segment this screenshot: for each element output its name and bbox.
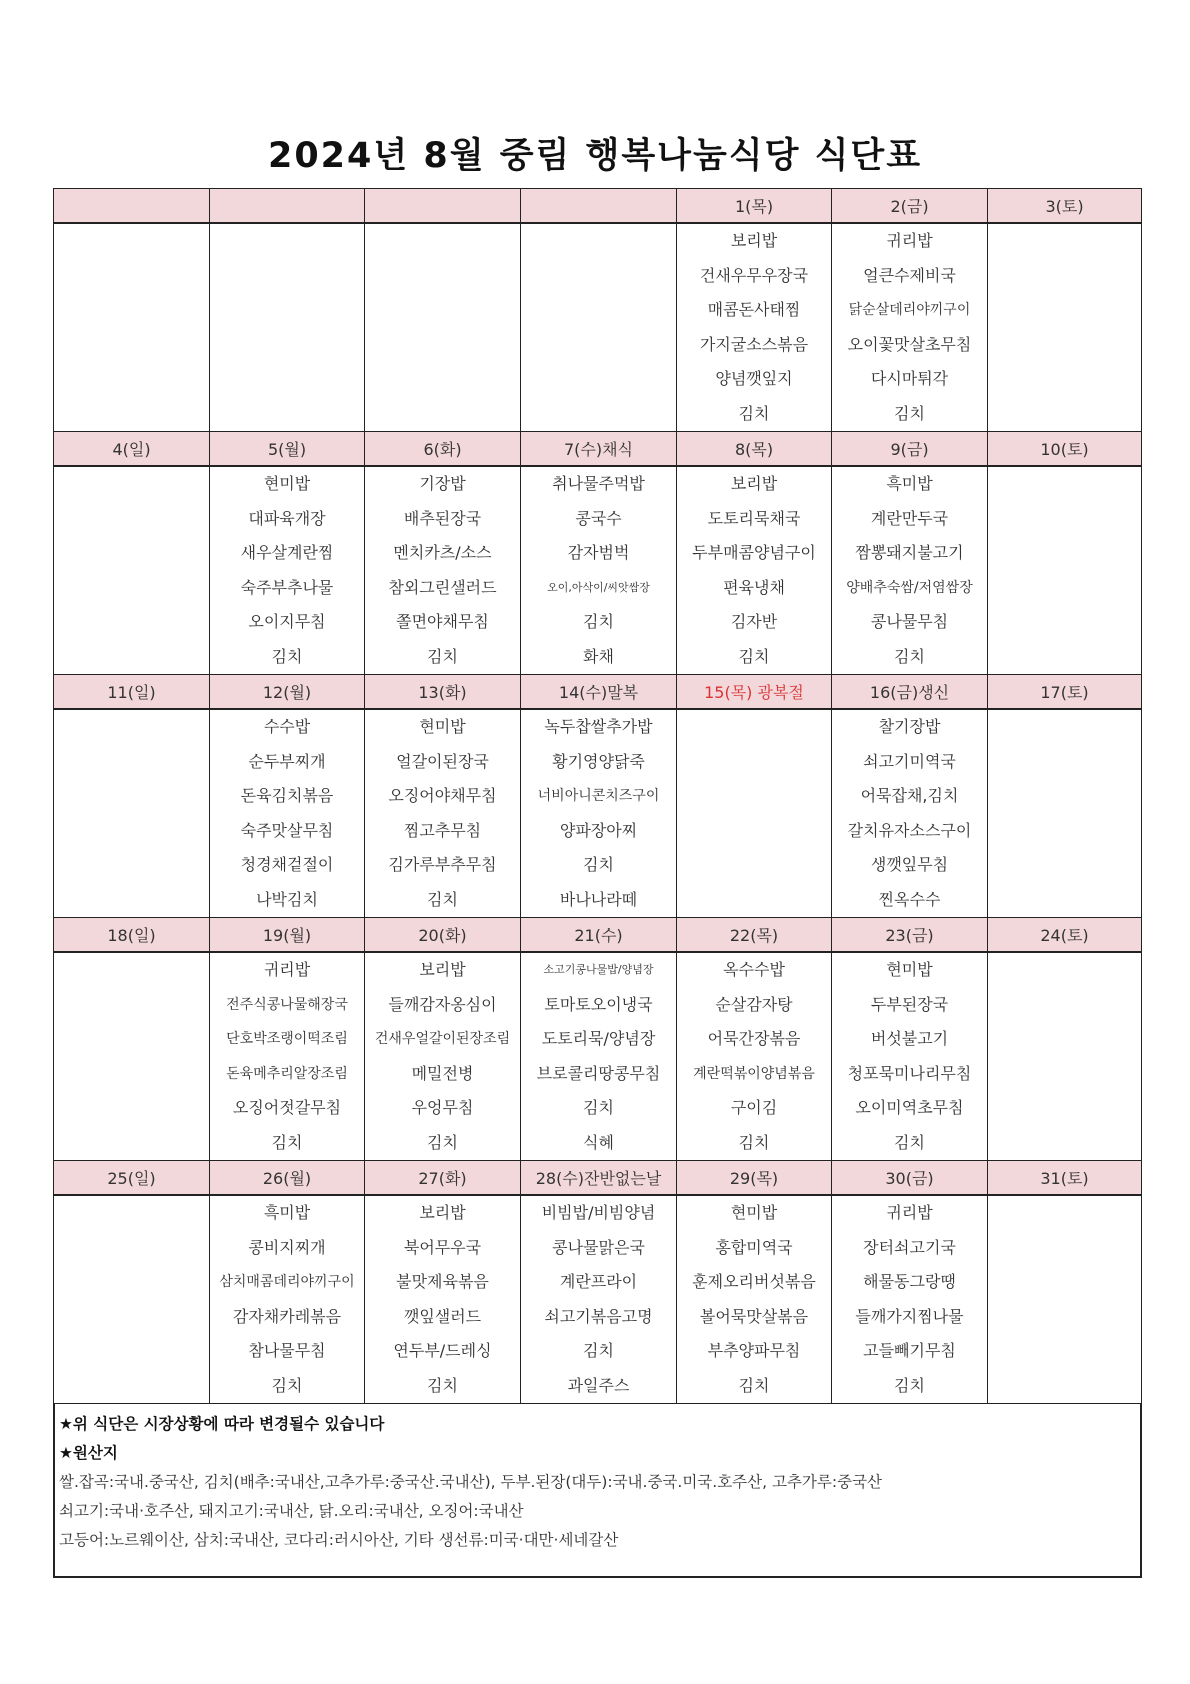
- week-menu-row: [54, 223, 1142, 432]
- day-header: 22(목): [677, 918, 832, 953]
- day-menu-cell: [832, 709, 988, 918]
- day-menu-cell: [54, 466, 210, 675]
- menu-dish: 도토리묵채국: [707, 508, 801, 528]
- menu-dish: 김치: [738, 646, 770, 666]
- menu-dish: 김치: [894, 1375, 925, 1395]
- menu-dish: 어묵간장볶음: [707, 1029, 801, 1048]
- menu-dish: 장터쇠고기국: [863, 1237, 956, 1257]
- menu-dish: 두부매콤양념구이: [692, 543, 816, 562]
- week-header-row: [54, 918, 1142, 953]
- menu-dish: 홍합미역국: [715, 1237, 793, 1257]
- menu-dish: 현미밥: [263, 474, 311, 493]
- menu-dish: 소고기콩나물밥/양념장: [543, 963, 654, 976]
- menu-dish: 멘치카츠/소스: [393, 543, 492, 562]
- day-header: 1(목): [677, 189, 832, 224]
- page-title: 2024년 8월 중림 행복나눔식당 식단표: [267, 136, 923, 176]
- menu-dish: 들깨가지찜나물: [855, 1306, 964, 1326]
- day-menu-cell: [365, 952, 521, 1161]
- menu-dish: 볼어묵맛살볶음: [699, 1306, 809, 1326]
- menu-dish: 전주식콩나물해장국: [226, 996, 348, 1013]
- day-header: 4(일): [54, 432, 210, 467]
- menu-dish: 단호박조랭이떡조림: [226, 1031, 348, 1047]
- menu-dish: 김가루부추무침: [388, 855, 497, 874]
- week-header-row: [54, 1161, 1142, 1196]
- notice-text: ★위 식단은 시장상황에 따라 변경될수 있습니다: [59, 1415, 385, 1433]
- menu-dish: 김치: [894, 1132, 925, 1152]
- day-menu-cell: [210, 466, 365, 675]
- day-menu-cell: [832, 223, 988, 432]
- menu-dish: 버섯불고기: [870, 1029, 949, 1048]
- day-menu-cell: [54, 709, 210, 918]
- day-header: [54, 189, 210, 224]
- day-menu-cell: [54, 1195, 210, 1404]
- menu-dish: 오이지무침: [248, 612, 326, 631]
- menu-dish: 김치: [427, 646, 458, 666]
- menu-dish: 해물동그랑땡: [863, 1272, 956, 1291]
- menu-dish: 가지굴소스볶음: [699, 334, 809, 354]
- menu-dish: 김치: [427, 889, 458, 909]
- menu-dish: 청포묵미나리무침: [847, 1063, 972, 1083]
- menu-dish: 매콤돈사태찜: [707, 300, 801, 319]
- menu-dish: 숙주맛살무침: [240, 820, 334, 840]
- menu-dish: 귀리밥: [886, 1203, 933, 1222]
- menu-dish: 순살감자탕: [715, 994, 793, 1014]
- menu-dish: 오이,아삭이/씨앗쌈장: [547, 580, 650, 594]
- menu-dish: 메밀전병: [411, 1063, 474, 1083]
- day-header: 26(월): [210, 1161, 365, 1196]
- week-header-row: [54, 675, 1142, 710]
- menu-dish: 토마토오이냉국: [544, 994, 653, 1014]
- menu-dish: 김자반: [730, 612, 778, 631]
- day-header: 28(수)잔반없는날: [521, 1161, 677, 1196]
- menu-dish: 흑미밥: [263, 1203, 311, 1222]
- day-menu-cell: [521, 952, 677, 1161]
- menu-dish: 녹두찹쌀추가밥: [544, 717, 653, 736]
- menu-dish: 순두부찌개: [248, 751, 326, 771]
- day-header: 9(금): [832, 432, 988, 467]
- menu-dish: 오이미역초무침: [855, 1098, 964, 1117]
- menu-dish: 대파육개장: [248, 508, 326, 528]
- menu-dish: 찐옥수수: [878, 889, 941, 909]
- menu-dish: 김치: [894, 646, 925, 666]
- menu-dish: 연두부/드레싱: [393, 1341, 492, 1360]
- day-menu-cell: [988, 1195, 1142, 1404]
- menu-dish: 참나물무침: [248, 1341, 326, 1360]
- menu-dish: 기장밥: [419, 474, 466, 493]
- day-header: 2(금): [832, 189, 988, 224]
- menu-dish: 김치: [583, 855, 614, 874]
- day-header: 7(수)채식: [521, 432, 677, 467]
- menu-dish: 김치: [894, 403, 925, 423]
- day-menu-cell: [988, 709, 1142, 918]
- menu-dish: 부추양파무침: [707, 1341, 801, 1360]
- menu-dish: 김치: [271, 1132, 303, 1152]
- day-header: 5(월): [210, 432, 365, 467]
- day-menu-cell: [521, 709, 677, 918]
- menu-dish: 계란떡볶이양념볶음: [693, 1065, 815, 1082]
- menu-dish: 갈치유자소스구이: [847, 820, 972, 840]
- menu-dish: 김치: [738, 1375, 770, 1395]
- menu-dish: 김치: [427, 1375, 458, 1395]
- menu-dish: 쇠고기볶음고명: [544, 1306, 653, 1326]
- menu-dish: 참외그린샐러드: [388, 577, 497, 597]
- menu-dish: 숙주부추나물: [240, 577, 334, 597]
- day-menu-cell: [210, 223, 365, 432]
- menu-dish: 김치: [738, 403, 770, 423]
- menu-dish: 계란만두국: [870, 508, 949, 528]
- menu-dish: 김치: [271, 646, 303, 666]
- day-header: 8(목): [677, 432, 832, 467]
- menu-dish: 김치: [738, 1132, 770, 1152]
- menu-table: [53, 188, 1142, 1404]
- menu-dish: 황기영양닭죽: [552, 751, 645, 771]
- menu-dish: 바나나라떼: [559, 889, 638, 909]
- day-header: 11(일): [54, 675, 210, 710]
- menu-dish: 고들빼기무침: [863, 1341, 956, 1360]
- menu-dish: 현미밥: [886, 960, 933, 979]
- menu-dish: 계란프라이: [559, 1272, 638, 1291]
- menu-dish: 청경채겉절이: [240, 855, 334, 874]
- menu-dish: 너비아니콘치즈구이: [537, 788, 660, 804]
- menu-dish: 건새우얼갈이된장조림: [374, 1031, 511, 1047]
- day-header: 18(일): [54, 918, 210, 953]
- menu-dish: 찜고추무침: [403, 820, 482, 840]
- menu-dish: 브로콜리땅콩무침: [536, 1063, 661, 1083]
- menu-dish: 얼큰수제비국: [863, 265, 956, 285]
- day-header: 23(금): [832, 918, 988, 953]
- menu-dish: 콩국수: [575, 508, 622, 528]
- menu-dish: 화채: [583, 646, 614, 666]
- day-header: 13(화): [365, 675, 521, 710]
- menu-dish: 양념깻잎지: [715, 369, 793, 388]
- menu-dish: 오징어야채무침: [388, 786, 497, 805]
- menu-dish: 오이꽃맛살초무침: [847, 334, 972, 354]
- menu-dish: 찰기장밥: [878, 717, 941, 736]
- menu-dish: 현미밥: [419, 717, 466, 736]
- menu-dish: 비빔밥/비빔양념: [541, 1203, 656, 1222]
- week-header-row: [54, 432, 1142, 467]
- menu-dish: 콩나물맑은국: [552, 1237, 645, 1257]
- menu-dish: 김치: [271, 1375, 303, 1395]
- origin-title: ★원산지: [59, 1444, 118, 1462]
- menu-dish: 흑미밥: [886, 474, 933, 493]
- menu-dish: 옥수수밥: [723, 960, 785, 979]
- menu-dish: 짬뽕돼지불고기: [855, 543, 964, 562]
- day-header: 25(일): [54, 1161, 210, 1196]
- menu-dish: 식혜: [583, 1132, 614, 1152]
- menu-dish: 얼갈이된장국: [396, 751, 489, 771]
- menu-dish: 오징어젓갈무침: [232, 1098, 342, 1117]
- menu-dish: 귀리밥: [886, 231, 933, 250]
- menu-dish: 돈육김치볶음: [240, 786, 334, 805]
- menu-dish: 불맛제육볶음: [396, 1272, 489, 1291]
- day-menu-cell: [832, 952, 988, 1161]
- day-header: 19(월): [210, 918, 365, 953]
- menu-dish: 편육냉채: [723, 577, 785, 597]
- week-menu-row: [54, 952, 1142, 1161]
- menu-dish: 새우살계란찜: [240, 543, 334, 562]
- day-menu-cell: [988, 466, 1142, 675]
- menu-dish: 양파장아찌: [559, 820, 638, 840]
- day-menu-cell: [210, 952, 365, 1161]
- week-menu-row: [54, 709, 1142, 918]
- menu-dish: 김치: [583, 1098, 614, 1117]
- menu-dish: 보리밥: [419, 960, 466, 979]
- day-menu-cell: [521, 223, 677, 432]
- week-menu-row: [54, 466, 1142, 675]
- day-menu-cell: [365, 223, 521, 432]
- menu-dish: 보리밥: [730, 474, 778, 493]
- menu-dish: 보리밥: [730, 231, 778, 250]
- origin-line-3: 고등어:노르웨이산, 삼치:국내산, 코다리:러시아산, 기타 생선류:미국·대만·세네갈산: [59, 1531, 619, 1549]
- day-menu-cell: [365, 709, 521, 918]
- menu-dish: 돈육메추리알장조림: [226, 1065, 348, 1082]
- day-menu-cell: [210, 709, 365, 918]
- day-header: 24(토): [988, 918, 1142, 953]
- menu-dish: 현미밥: [730, 1203, 778, 1222]
- day-menu-cell: [832, 466, 988, 675]
- menu-dish: 보리밥: [419, 1203, 466, 1222]
- menu-dish: 김치: [583, 612, 614, 631]
- day-header: 21(수): [521, 918, 677, 953]
- menu-dish: 김치: [427, 1132, 458, 1152]
- day-menu-cell: [365, 466, 521, 675]
- menu-dish: 건새우무우장국: [699, 265, 809, 285]
- day-header: [521, 189, 677, 224]
- menu-dish: 두부된장국: [870, 994, 949, 1014]
- origin-line-2: 쇠고기:국내·호주산, 돼지고기:국내산, 닭.오리:국내산, 오징어:국내산: [59, 1502, 524, 1520]
- day-menu-cell: [677, 709, 832, 918]
- menu-dish: 배추된장국: [403, 508, 482, 528]
- menu-dish: 귀리밥: [263, 960, 311, 979]
- menu-dish: 수수밥: [263, 717, 311, 736]
- day-menu-cell: [365, 1195, 521, 1404]
- menu-dish: 감자채카레볶음: [232, 1306, 342, 1326]
- day-menu-cell: [677, 1195, 832, 1404]
- menu-dish: 양배추숙쌈/저염쌈장: [846, 579, 973, 596]
- menu-dish: 과일주스: [567, 1375, 630, 1395]
- menu-dish: 김치: [583, 1341, 614, 1360]
- day-header: 6(화): [365, 432, 521, 467]
- day-header: 14(수)말복: [521, 675, 677, 710]
- day-menu-cell: [677, 223, 832, 432]
- menu-dish: 쇠고기미역국: [863, 751, 956, 771]
- day-header: 29(목): [677, 1161, 832, 1196]
- day-menu-cell: [54, 952, 210, 1161]
- weeks-body: [54, 189, 1142, 1404]
- day-header: 16(금)생신: [832, 675, 988, 710]
- day-header: 12(월): [210, 675, 365, 710]
- menu-dish: 어묵잡채,김치: [860, 786, 959, 805]
- menu-dish: 콩비지찌개: [248, 1237, 326, 1257]
- day-header: [210, 189, 365, 224]
- day-menu-cell: [677, 466, 832, 675]
- day-header: [365, 189, 521, 224]
- menu-dish: 들깨감자옹심이: [388, 994, 497, 1014]
- day-menu-cell: [54, 223, 210, 432]
- menu-dish: 삼치매콤데리야끼구이: [219, 1274, 355, 1290]
- menu-dish: 생깻잎무침: [870, 855, 949, 874]
- menu-dish: 감자범벅: [567, 543, 630, 562]
- day-menu-cell: [677, 952, 832, 1161]
- menu-dish: 구이김: [730, 1098, 778, 1117]
- menu-dish: 훈제오리버섯볶음: [692, 1272, 816, 1291]
- menu-dish: 취나물주먹밥: [552, 474, 645, 493]
- menu-dish: 북어무우국: [403, 1237, 482, 1257]
- menu-dish: 도토리묵/양념장: [541, 1029, 656, 1048]
- origin-line-1: 쌀.잡곡:국내.중국산, 김치(배추:국내산,고추가루:중국산.국내산), 두부.된장(대두):국내.중국.미국.호주산, 고추가루:중국산: [59, 1473, 883, 1491]
- menu-dish: 콩나물무침: [870, 612, 949, 631]
- menu-dish: 깻잎샐러드: [403, 1306, 482, 1326]
- menu-dish: 다시마튀각: [870, 369, 949, 388]
- menu-dish: 닭순살데리야끼구이: [848, 302, 971, 318]
- week-header-row: [54, 189, 1142, 224]
- day-menu-cell: [988, 952, 1142, 1161]
- day-header: 31(토): [988, 1161, 1142, 1196]
- notes-box: [53, 1403, 1142, 1578]
- menu-dish: 우엉무침: [411, 1098, 474, 1117]
- week-menu-row: [54, 1195, 1142, 1404]
- menu-dish: 쫄면야채무침: [396, 612, 489, 631]
- day-header: 27(화): [365, 1161, 521, 1196]
- day-header: 20(화): [365, 918, 521, 953]
- day-header: 15(목) 광복절: [677, 675, 832, 710]
- day-header: 3(토): [988, 189, 1142, 224]
- day-menu-cell: [210, 1195, 365, 1404]
- menu-dish: 나박김치: [256, 889, 318, 909]
- day-header: 10(토): [988, 432, 1142, 467]
- day-header: 17(토): [988, 675, 1142, 710]
- day-menu-cell: [521, 1195, 677, 1404]
- day-menu-cell: [521, 466, 677, 675]
- day-menu-cell: [832, 1195, 988, 1404]
- day-menu-cell: [988, 223, 1142, 432]
- day-header: 30(금): [832, 1161, 988, 1196]
